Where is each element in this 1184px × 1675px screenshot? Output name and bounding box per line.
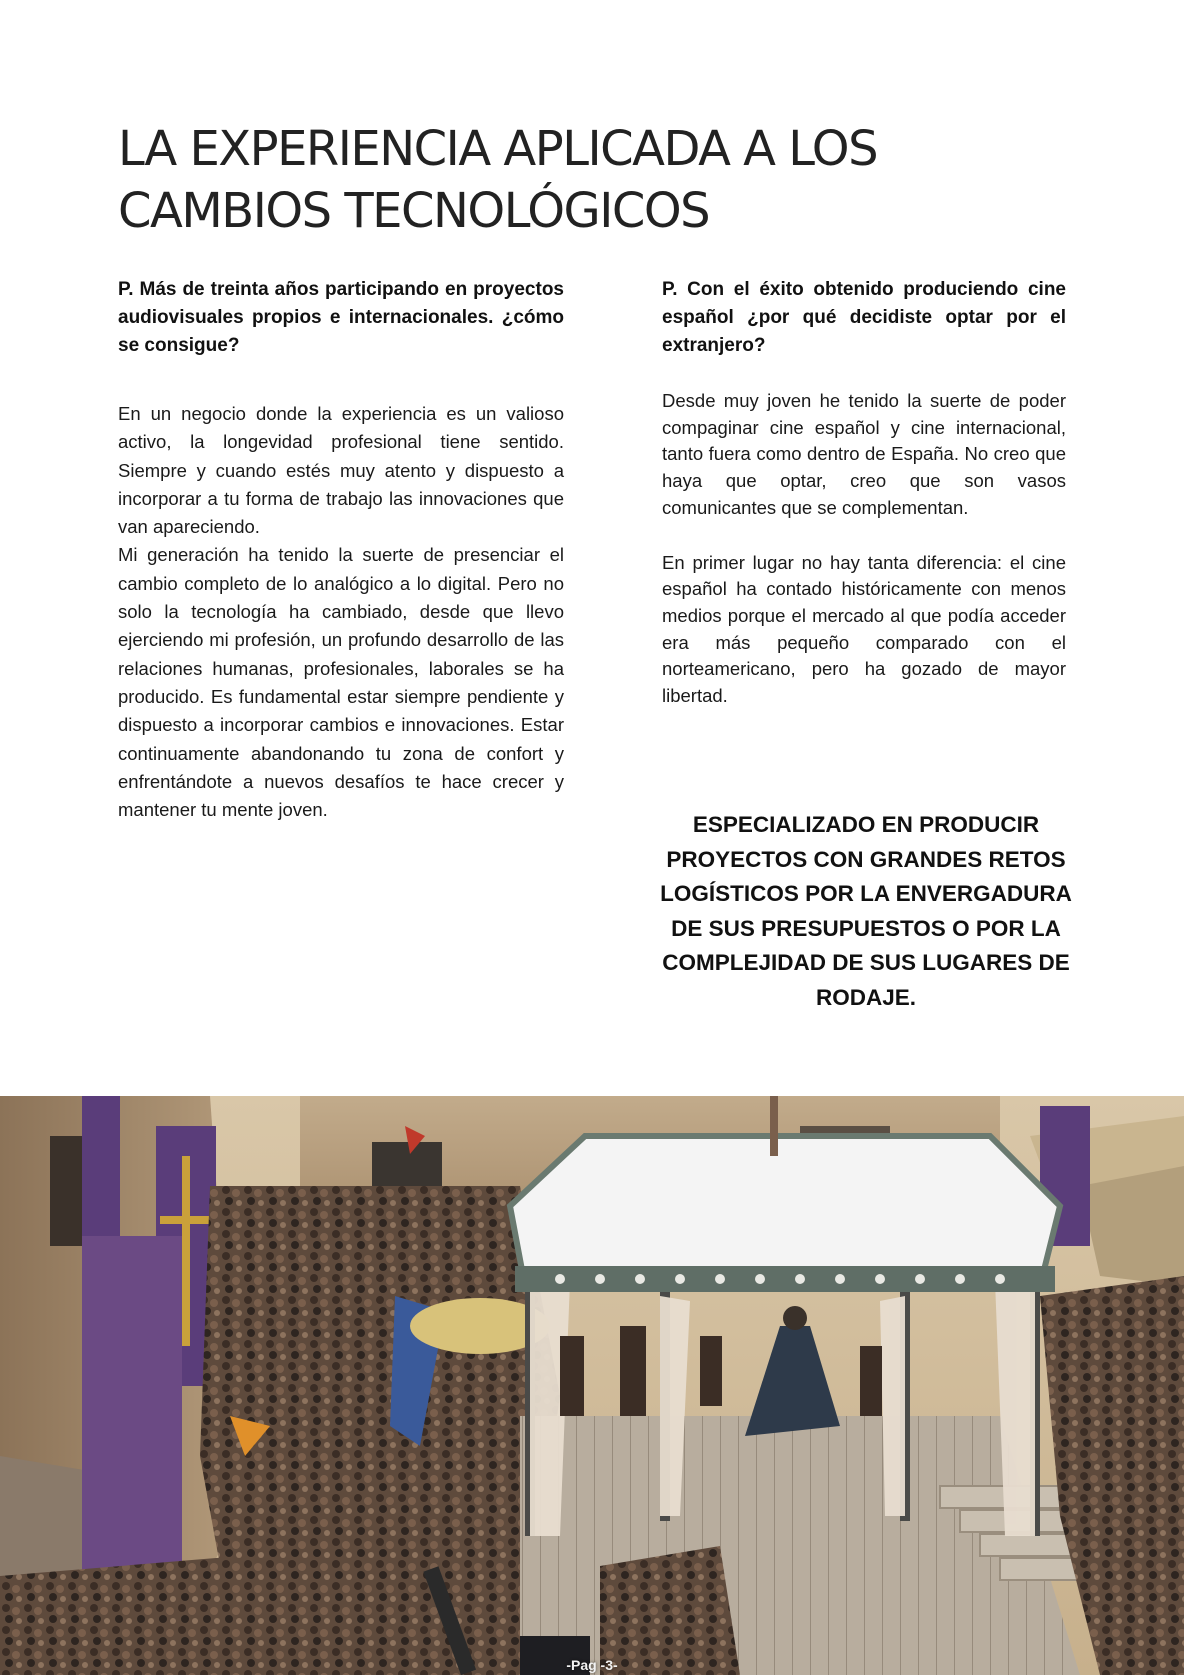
- right-column: [662, 276, 1066, 710]
- right-question: P. Con el éxito obtenido produciendo cine español ¿por qué decidiste optar por el extranjero?: [662, 279, 1066, 356]
- page-title: [118, 118, 1018, 242]
- left-answer-2: Mi generación ha tenido la suerte de presenciar el cambio completo de lo analógico a lo digital. Pero no solo la tecnología ha cambiado, desde que llevo ejerciendo mi profesión, un profundo desarrollo de las relaciones humanas, profesionales, laborales se ha producido. Es fundamental estar siempre pendiente y dispuesto a incorporar cambios e innovaciones. Estar continuamente abandonando tu zona de confort y enfrentándote a nuevos desafíos te hace crecer y mantener tu mente joven.: [118, 544, 564, 821]
- film-set-illustration: [0, 1096, 1184, 1675]
- right-answer-2: En primer lugar no hay tanta diferencia: el cine español ha contado históricamente con menos medios porque el mercado al que podía acceder era más pequeño comparado con el norteamericano, pero ha gozado de mayor libertad.: [662, 551, 1066, 707]
- highlight-quote: ESPECIALIZADO EN PRODUCIR PROYECTOS CON GRANDES RETOS LOGÍSTICOS POR LA ENVERGADURA DE SUS PRESUPUESTOS O POR LA COMPLEJIDAD DE SUS LUGARES DE RODAJE.: [660, 812, 1072, 1010]
- film-set-photo: [0, 1096, 1184, 1675]
- title-line-1: LA EXPERIENCIA APLICADA A LOS: [118, 121, 878, 177]
- right-answer-1: Desde muy joven he tenido la suerte de poder compaginar cine español y cine internacional, tanto fuera como dentro de España. No creo que haya que optar, creo que son vasos comunicantes que se complementan.: [662, 390, 1066, 518]
- left-answer-1: En un negocio donde la experiencia es un valioso activo, la longevidad profesional tiene sentido. Siempre y cuando estés muy atento y dispuesto a incorporar a tu forma de trabajo las innovaciones que van apareciendo.: [118, 403, 564, 538]
- canopy-roof: [510, 1136, 1060, 1286]
- title-line-2: CAMBIOS TECNOLÓGICOS: [118, 183, 710, 239]
- left-column: [118, 276, 564, 824]
- page-number: -Pag -3-: [566, 1657, 618, 1673]
- left-question: P. Más de treinta años participando en proyectos audiovisuales propios e internacionales. ¿cómo se consigue?: [118, 279, 564, 356]
